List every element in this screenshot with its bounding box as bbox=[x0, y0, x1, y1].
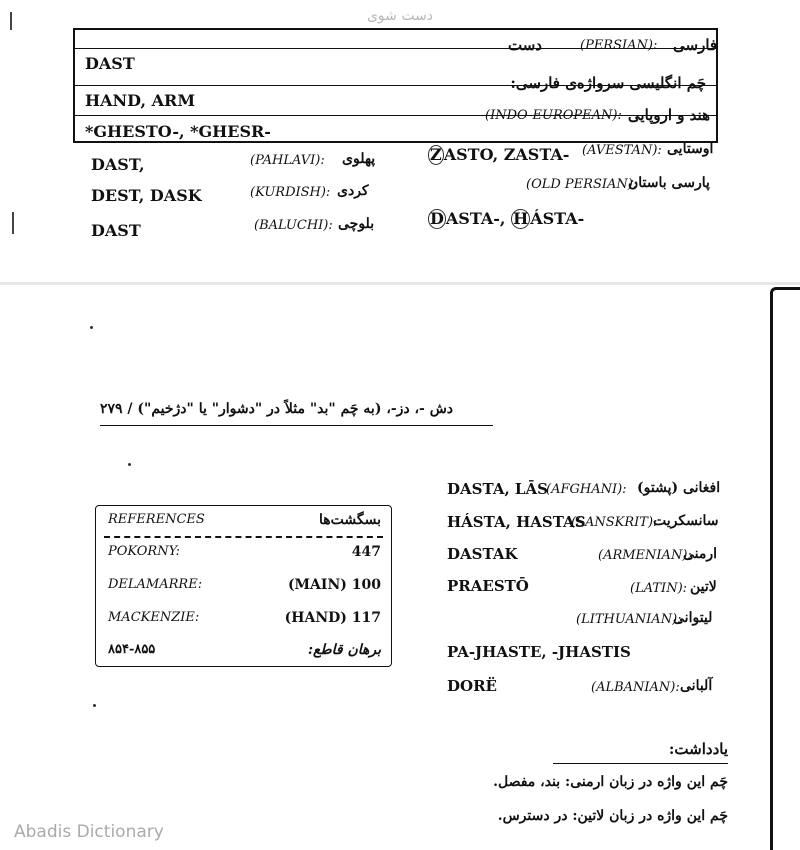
albanian-label-fa: آلبانی bbox=[680, 678, 713, 694]
armenian-label-fa: ارمنی bbox=[683, 546, 718, 562]
scan-mark bbox=[10, 12, 12, 30]
avestan-label-en: (AVESTAN): bbox=[582, 143, 662, 158]
persian-label-en: (PERSIAN): bbox=[580, 38, 658, 53]
indo-european-label-fa: هند و اروپایی bbox=[627, 106, 710, 124]
kurdish-label-en: (KURDISH): bbox=[250, 185, 331, 200]
baluchi-word: DAST bbox=[91, 221, 141, 240]
reference-row: MACKENZIE: (HAND) 117 bbox=[108, 610, 381, 626]
box-row-indo-european bbox=[75, 106, 716, 145]
afghani-label-en: (AFGHANI): bbox=[546, 482, 627, 497]
references-header bbox=[108, 512, 381, 534]
old-persian-label-fa: پارسی باستان bbox=[628, 175, 710, 191]
circled-letter-mark: D bbox=[430, 209, 444, 228]
sanskrit-label-en: (SANSKRIT): bbox=[571, 515, 658, 530]
old-persian-label-en: (OLD PERSIAN): bbox=[526, 177, 638, 192]
scan-speck bbox=[90, 326, 93, 329]
armenian-label-en: (ARMENIAN): bbox=[598, 548, 692, 563]
page-reference: دش -، دز-، (به چَم "بد" مثلاً در "دشوار" یا "دژخیم") / ۲۷۹ bbox=[100, 401, 454, 417]
latin-word: PRAESTŌ bbox=[447, 577, 529, 595]
latin-label-fa: لاتین bbox=[690, 579, 717, 595]
sanskrit-label-fa: سانسکریت bbox=[653, 513, 719, 529]
persian-label-fa: فارسی bbox=[673, 36, 718, 54]
references-header-fa: بسگشت‌ها bbox=[318, 512, 381, 528]
lithuanian-label-fa: لیتوانی bbox=[673, 610, 713, 626]
lithuanian-word: PA-JHASTE, -JHASTIS bbox=[447, 643, 631, 661]
scan-mark bbox=[12, 212, 14, 234]
sanskrit-like-word: D ASTA-, H ÁSTA- bbox=[430, 209, 585, 228]
scan-speck bbox=[128, 463, 131, 466]
baluchi-label-fa: بلوچی bbox=[338, 216, 375, 232]
scan-speck bbox=[93, 704, 96, 707]
references-header-en: REFERENCES bbox=[108, 512, 205, 527]
reference-row: POKORNY: 447 bbox=[108, 544, 381, 560]
albanian-label-en: (ALBANIAN): bbox=[591, 680, 680, 695]
references-box bbox=[95, 505, 392, 667]
indo-european-root: *GHESTO-, *GHESR- bbox=[85, 122, 271, 141]
headword-box bbox=[73, 28, 718, 143]
persian-english-word: DAST bbox=[85, 54, 135, 73]
kurdish-word: DEST, DASK bbox=[91, 186, 202, 205]
pahlavi-word: DAST, bbox=[91, 155, 145, 174]
pahlavi-label-en: (PAHLAVI): bbox=[250, 153, 325, 168]
page-divider bbox=[0, 282, 800, 285]
lithuanian-label-en: (LITHUANIAN): bbox=[576, 612, 682, 627]
reference-row: ۸۵۴-۸۵۵ برهان قاطع: bbox=[108, 642, 381, 658]
notes-underline bbox=[553, 763, 728, 764]
note-line: چَم این واژه در زبان ارمنی: بند، مفصل. bbox=[493, 774, 728, 790]
baluchi-label-en: (BALUCHI): bbox=[254, 218, 333, 233]
page-reference-underline bbox=[100, 425, 493, 426]
afghani-label-fa: افغانی (پشتو) bbox=[637, 480, 721, 496]
indo-european-label-en: (INDO-EUROPEAN): bbox=[485, 108, 622, 123]
note-line: چَم این واژه در زبان لاتین: در دسترس. bbox=[497, 808, 728, 824]
albanian-word: DORË bbox=[447, 677, 497, 695]
header-watermark: دست شوی bbox=[366, 8, 434, 24]
afghani-word: DASTA, LĀS bbox=[447, 480, 548, 498]
meaning-label-fa: چَم انگلیسی سرواژه‌ی فارسی: bbox=[510, 74, 706, 92]
sanskrit-word: HÁSTA, HASTAS bbox=[447, 513, 586, 531]
avestan-label-fa: اوستایی bbox=[667, 141, 714, 157]
reference-row: DELAMARRE: (MAIN) 100 bbox=[108, 577, 381, 593]
english-meaning: HAND, ARM bbox=[85, 91, 196, 110]
circled-letter-mark: H bbox=[513, 209, 529, 228]
notes-title: یادداشت: bbox=[668, 740, 728, 758]
persian-word: دست bbox=[508, 36, 542, 54]
avestan-word: Z ASTO, ZASTA- bbox=[430, 145, 570, 164]
armenian-word: DASTAK bbox=[447, 545, 518, 563]
dictionary-page-top bbox=[0, 0, 800, 282]
watermark: Abadis Dictionary bbox=[14, 822, 164, 842]
circled-letter-mark: Z bbox=[430, 145, 442, 164]
kurdish-label-fa: کردی bbox=[337, 183, 369, 199]
page-edge-mark bbox=[770, 287, 800, 850]
references-divider bbox=[104, 536, 383, 538]
pahlavi-label-fa: پهلوی bbox=[342, 151, 376, 167]
latin-label-en: (LATIN): bbox=[630, 581, 688, 596]
